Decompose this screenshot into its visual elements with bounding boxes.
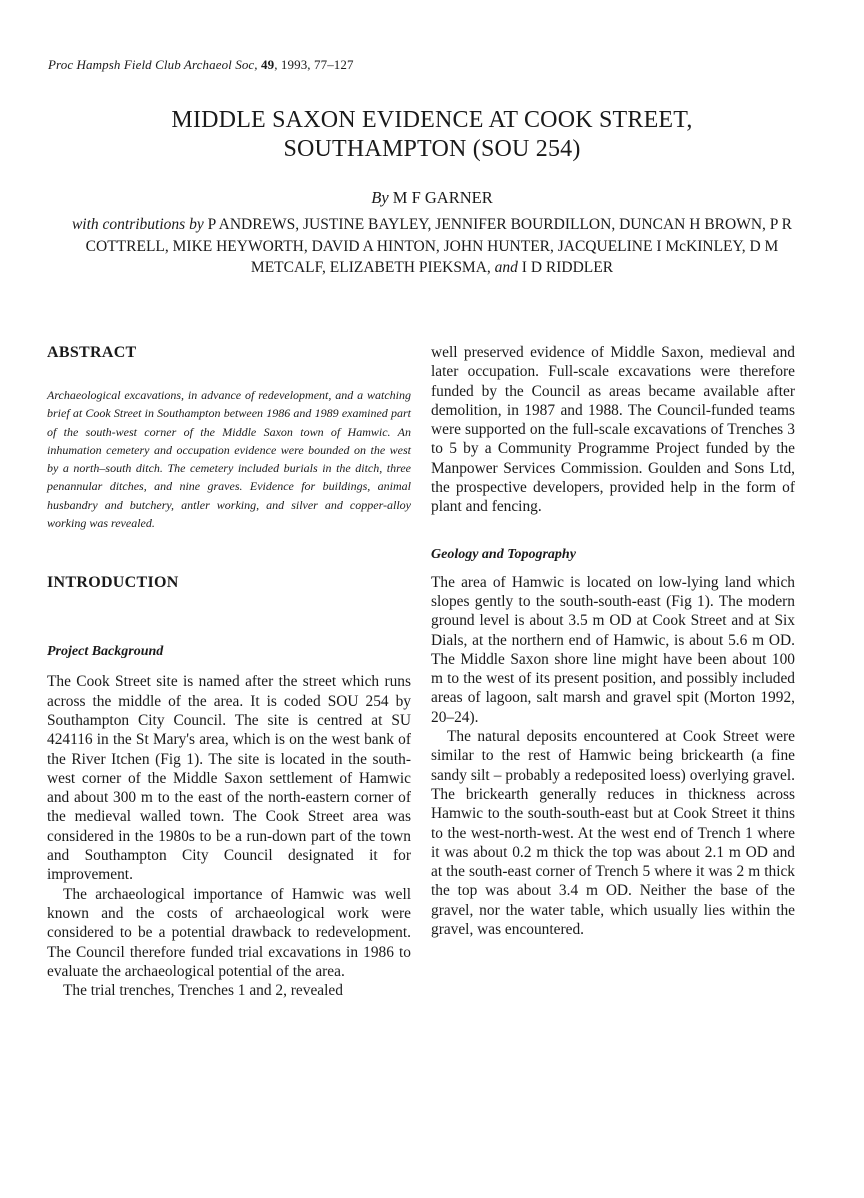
contributors <box>56 214 808 279</box>
intro-paragraph-1: The Cook Street site is named after the street which runs across the middle of the area. It is coded SOU 254 by Southampton City Council. The site is centred at SU 424116 in the St Mary's area, which is on the west bank of the River Itchen (Fig 1). The site is located in the south-west corner of the Middle Saxon settlement of Hamwic and about 300 m to the east of the north-eastern corner of the medieval walled town. The Cook Street area was considered in the 1980s to be a run-down part of the town and Southampton City Council designated it for improvement. <box>47 673 411 884</box>
right-paragraph-1: well preserved evidence of Middle Saxon, medieval and later occupation. Full-scale excavations were therefore funded by the Council as areas became available after demolition, in 1987 and 1988. The Council-funded teams were supported on the full-scale excavations of Trenches 3 to 5 by a Community Programme Project funded by the Manpower Services Commission. Goulden and Sons Ltd, the prospective developers, provided help in the form of plant and fencing. <box>431 344 795 516</box>
abstract-text: Archaeological excavations, in advance of redevelopment, and a watching brief at Cook Street in Southampton between 1986 and 1989 examined part of the south-west corner of the Middle Saxon town of Hamwic. An inhumation cemetery and occupation evidence were bounded on the west by a north–south ditch. The cemetery included burials in the ditch, three penannular ditches, and nine graves. Evidence for buildings, animal husbandry and butchery, antler working, and silver and copper-alloy working was revealed. <box>47 388 411 531</box>
byline <box>0 188 864 208</box>
contributors-prefix: with contributions by <box>71 216 204 233</box>
contributors-names: P ANDREWS, JUSTINE BAYLEY, JENNIFER BOURDILLON, DUNCAN H BROWN, P R COTTRELL, MIKE HEYWORTH, DAVID A HINTON, JOHN HUNTER, JACQUELINE I McKINLEY, D M METCALF, ELIZABETH PIEKSMA, <box>85 216 793 276</box>
geology-paragraph-2: The natural deposits encountered at Cook Street were similar to the rest of Hamwic being brickearth (a fine sandy silt – probably a redeposited loess) overlying gravel. The brickearth generally reduces in thickness across Hamwic to the south-south-east but at Cook Street it thins to the west-north-west. At the west end of Trench 1 where it was about 0.2 m thick the top was about 2.1 m OD and at the south-east corner of Trench 5 where it was 2 m thick the top was about 3.4 m OD. Neither the base of the gravel, nor the water table, which usually lies within the gravel, was encountered. <box>431 728 795 939</box>
contributors-and: and <box>494 259 518 276</box>
geology-heading: Geology and Topography <box>431 546 576 562</box>
title-line-2: SOUTHAMPTON (SOU 254) <box>283 136 581 162</box>
introduction-heading: INTRODUCTION <box>47 574 179 592</box>
intro-paragraph-3: The trial trenches, Trenches 1 and 2, revealed <box>63 982 343 1000</box>
journal-name: Proc Hampsh Field Club Archaeol Soc <box>48 57 255 72</box>
left-column <box>47 344 411 1000</box>
geology-paragraph-1: The area of Hamwic is located on low-lying land which slopes gently to the south-south-east (Fig 1). The modern ground level is about 3.5 m OD at Cook Street and at Six Dials, at the northern end of Hamwic, is about 5.6 m OD. The Middle Saxon shore line might have been about 100 m to the west of its present position, and possibly included areas of lagoon, salt marsh and gravel spit (Morton 1992, 20–24). <box>431 573 795 726</box>
byline-by: By <box>371 188 389 207</box>
contributors-last: I D RIDDLER <box>521 259 614 276</box>
intro-paragraph-2: The archaeological importance of Hamwic was well known and the costs of archaeological work were considered to be a potential drawback to redevelopment. The Council therefore funded trial excavations in 1986 to evaluate the archaeological potential of the area. <box>47 885 411 980</box>
abstract-heading: ABSTRACT <box>47 344 137 361</box>
right-column <box>431 343 795 939</box>
volume-number: 49 <box>261 57 275 72</box>
article-title <box>0 106 864 164</box>
project-background-heading: Project Background <box>47 644 164 660</box>
author-name: M F GARNER <box>392 188 493 207</box>
year-pages: , 1993, 77–127 <box>274 57 354 72</box>
running-head: Proc Hampsh Field Club Archaeol Soc, 49, 1993, 77–127 <box>48 57 354 72</box>
title-line-1: MIDDLE SAXON EVIDENCE AT COOK STREET, <box>171 107 693 133</box>
